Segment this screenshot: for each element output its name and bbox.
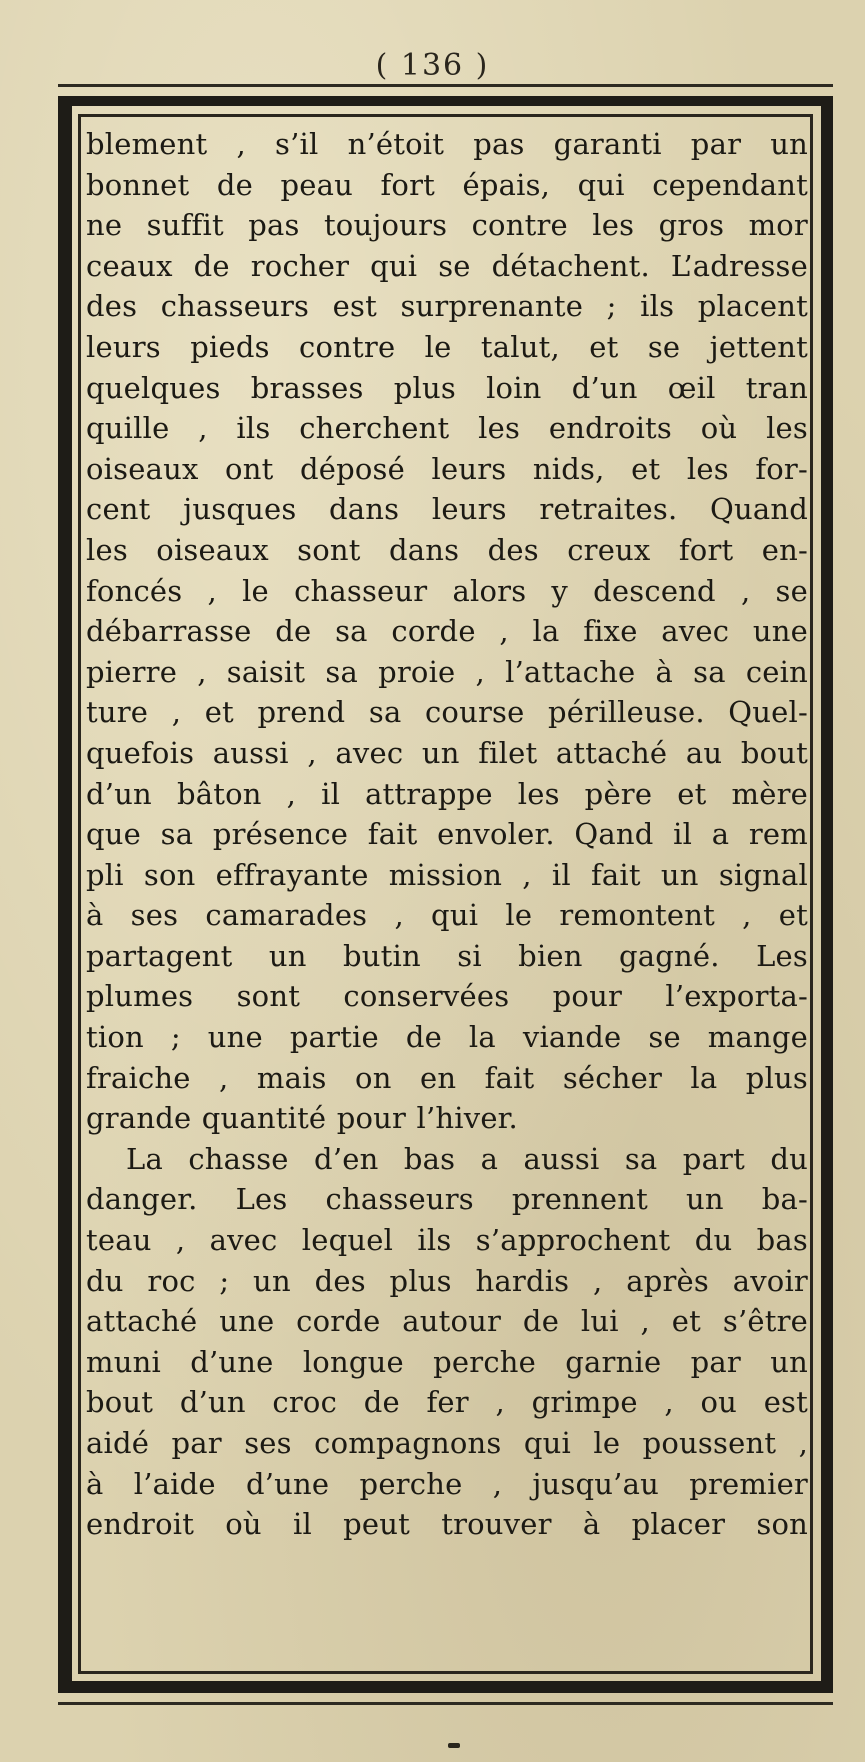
text-line: débarrasse de sa corde , la fixe avec une: [86, 614, 808, 649]
text-line: quille , ils cherchent les endroits où les: [86, 411, 808, 446]
text-line: les oiseaux sont dans des creux fort en-: [86, 532, 808, 567]
text-line: bout d’un croc de fer , grimpe , ou est: [86, 1385, 808, 1420]
text-line: blement , s’il n’étoit pas garanti par un: [86, 127, 808, 161]
text-line: du roc ; un des plus hardis , après avoir: [86, 1263, 808, 1298]
frame-bottom-rule: [58, 1702, 833, 1705]
text-line: muni d’une longue perche garnie par un: [86, 1344, 808, 1379]
text-line: fraiche , mais on en fait sécher la plus: [86, 1060, 808, 1095]
body-text: [86, 124, 808, 1664]
text-line: endroit où il peut trouver à placer son: [86, 1507, 808, 1542]
text-line: partagent un butin si bien gagné. Les: [86, 938, 808, 973]
text-line: ne suffit pas toujours contre les gros mor: [86, 208, 808, 243]
text-line: ture , et prend sa course périlleuse. Quel-: [86, 695, 808, 730]
paragraph-start-line: La chasse d’en bas a aussi sa part du: [126, 1141, 808, 1176]
text-line: des chasseurs est surprenante ; ils placent: [86, 289, 808, 324]
paragraph-end-line: grande quantité pour l’hiver.: [86, 1101, 518, 1136]
text-line: aidé par ses compagnons qui le poussent ,: [86, 1426, 808, 1460]
text-line: que sa présence fait envoler. Qand il a rem: [86, 817, 808, 852]
text-line: oiseaux ont déposé leurs nids, et les for-: [86, 451, 808, 486]
text-line: tion ; une partie de la viande se mange: [86, 1020, 808, 1055]
text-line: cent jusques dans leurs retraites. Quand: [86, 492, 808, 527]
text-line: teau , avec lequel ils s’approchent du bas: [86, 1223, 808, 1258]
ink-mark: [448, 1743, 460, 1748]
page-number: ( 136 ): [375, 48, 490, 83]
text-line: quelques brasses plus loin d’un œil tran: [86, 370, 808, 405]
text-line: attaché une corde autour de lui , et s’être: [86, 1304, 808, 1339]
text-line: foncés , le chasseur alors y descend , se: [86, 573, 808, 608]
text-line: danger. Les chasseurs prennent un ba-: [86, 1182, 808, 1217]
text-line: quefois aussi , avec un filet attaché au bout: [86, 735, 808, 770]
frame-top-rule: [58, 84, 833, 87]
text-line: pli son effrayante mission , il fait un signal: [86, 857, 808, 892]
text-line: d’un bâton , il attrappe les père et mère: [86, 776, 808, 811]
text-line: ceaux de rocher qui se détachent. L’adresse: [86, 248, 808, 283]
text-line: à ses camarades , qui le remontent , et: [86, 898, 808, 933]
text-line: plumes sont conservées pour l’exporta-: [86, 979, 808, 1014]
text-line: bonnet de peau fort épais, qui cependant: [86, 167, 808, 202]
text-line: pierre , saisit sa proie , l’attache à sa cein: [86, 654, 808, 689]
text-line: leurs pieds contre le talut, et se jettent: [86, 329, 808, 364]
text-line: à l’aide d’une perche , jusqu’au premier: [86, 1466, 808, 1501]
